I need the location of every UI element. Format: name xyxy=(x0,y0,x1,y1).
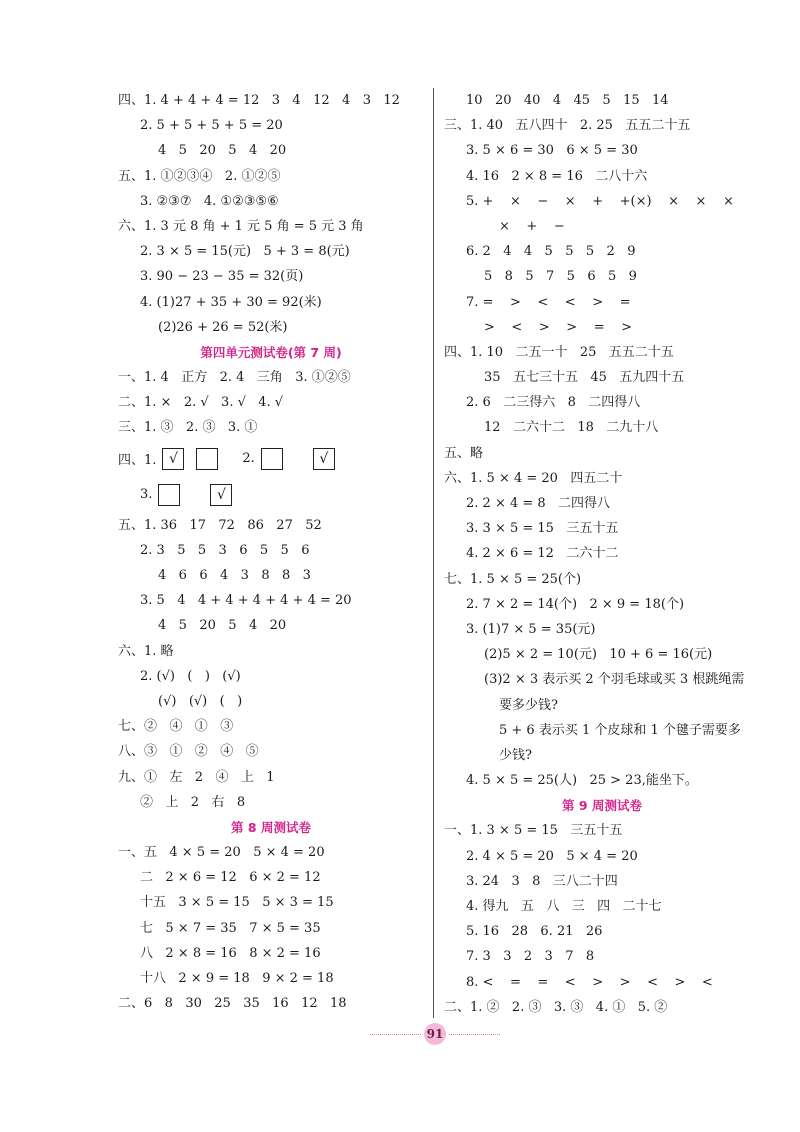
answer-line: 八、③ ① ② ④ ⑤ xyxy=(118,744,259,760)
answer-line: 六、1. 略 xyxy=(118,643,174,659)
answer-line: 七 5 × 7 = 35 7 × 5 = 35 xyxy=(140,920,321,936)
answer-line: 4. 2 × 6 = 12 二六十二 xyxy=(466,546,619,562)
answer-line: 8. < = = < > > < > < xyxy=(466,974,713,990)
answer-line: (2)26 + 26 = 52(米) xyxy=(158,319,288,335)
answer-line: (√) (√) ( ) xyxy=(158,693,243,709)
answer-label: 2. xyxy=(242,451,255,467)
answer-line: 七、② ④ ① ③ xyxy=(118,719,234,735)
answer-box: √ xyxy=(162,448,184,470)
answer-line: 二 2 × 6 = 12 6 × 2 = 12 xyxy=(140,870,321,886)
answer-box xyxy=(158,484,180,506)
answer-line: 十八 2 × 9 = 18 9 × 2 = 18 xyxy=(140,971,334,986)
answer-line: 二、1. × 2. √ 3. √ 4. √ xyxy=(118,395,284,411)
answer-line: > < > > = > xyxy=(484,319,633,335)
answer-line: 九、① 左 2 ④ 上 1 xyxy=(118,769,275,785)
answer-line: 3. 24 3 8 三八二十四 xyxy=(466,873,618,889)
answer-line: 4 6 6 4 3 8 8 3 xyxy=(158,568,311,583)
answer-line: 少钱? xyxy=(499,747,532,763)
answer-line: (3)2 × 3 表示买 2 个羽毛球或买 3 根跳绳需 xyxy=(484,672,745,688)
answer-line: × + − xyxy=(499,218,565,234)
answer-line: 4 5 20 5 4 20 xyxy=(158,618,287,634)
answer-line: 一、五 4 × 5 = 20 5 × 4 = 20 xyxy=(118,845,325,861)
answer-line: 6. 2 4 4 5 5 5 2 9 xyxy=(466,244,636,260)
checkbox-answer-row xyxy=(118,477,424,513)
answer-line: 2. 3 5 5 3 6 5 5 6 xyxy=(140,542,310,558)
answer-line: 一、1. 4 正方 2. 4 三角 3. ①②⑤ xyxy=(118,370,351,386)
answer-box xyxy=(261,448,283,470)
left-column xyxy=(118,88,424,1016)
answer-line: 4. 5 × 5 = 25(人) 25 > 23,能坐下。 xyxy=(466,773,698,789)
answer-line: (2)5 × 2 = 10(元) 10 + 6 = 16(元) xyxy=(484,647,713,663)
answer-line: 5 8 5 7 5 6 5 9 xyxy=(484,269,637,285)
answer-line: 六、1. 3 元 8 角 + 1 元 5 角 = 5 元 3 角 xyxy=(118,218,364,234)
answer-line: 3. (1)7 × 5 = 35(元) xyxy=(466,621,596,637)
answer-line: 2. 5 + 5 + 5 + 5 = 20 xyxy=(140,118,283,134)
answer-line: 四、1. 4 + 4 + 4 = 12 3 4 12 4 3 12 xyxy=(118,93,400,108)
answer-line: 2. 7 × 2 = 14(个) 2 × 9 = 18(个) xyxy=(466,596,685,612)
answer-line: 2. 2 × 4 = 8 二四得八 xyxy=(466,496,611,511)
answer-line: 五、1. ①②③④ 2. ①②⑤ xyxy=(118,168,281,184)
footer-dotted-rule xyxy=(449,1034,500,1035)
answer-line: 2. 6 二三得六 8 二四得八 xyxy=(466,395,641,411)
answer-line: 八 2 × 8 = 16 8 × 2 = 16 xyxy=(140,945,321,961)
answer-line: 5. + × − × + +(×) × × × xyxy=(466,193,734,209)
answer-line: 四、1. 10 二五一十 25 五五二十五 xyxy=(444,344,674,360)
answer-line: 三、1. ③ 2. ③ 3. ① xyxy=(118,420,258,436)
answer-line: 3. ②③⑦ 4. ①②③⑤⑥ xyxy=(140,193,279,209)
answer-line: 3. 90 − 23 − 35 = 32(页) xyxy=(140,269,304,285)
answer-line: 4. 得九 五 八 三 四 二十七 xyxy=(466,899,662,914)
answer-line: 4. 16 2 × 8 = 16 二八十六 xyxy=(466,168,648,184)
answer-box: √ xyxy=(313,448,335,470)
answer-line: 七、1. 5 × 5 = 25(个) xyxy=(444,571,582,587)
answer-line: 三、1. 40 五八四十 2. 25 五五二十五 xyxy=(444,118,691,134)
answer-line: 3. 5 4 4 + 4 + 4 + 4 + 4 = 20 xyxy=(140,593,352,609)
section-heading: 第四单元测试卷(第 7 周) xyxy=(200,344,342,360)
section-heading: 第 8 周测试卷 xyxy=(231,819,311,835)
checkbox-answer-row xyxy=(118,441,424,477)
answer-line: 2. 3 × 5 = 15(元) 5 + 3 = 8(元) xyxy=(140,244,350,260)
answer-line: 2. (√) ( ) (√) xyxy=(140,668,241,684)
answer-line: 7. = > < < > = xyxy=(466,294,631,310)
answer-line: 12 二六十二 18 二九十八 xyxy=(484,420,659,436)
answer-line: 7. 3 3 2 3 7 8 xyxy=(466,949,595,965)
answer-line: 二、1. ② 2. ③ 3. ③ 4. ① 5. ② xyxy=(444,999,668,1015)
answer-line: 五、1. 36 17 72 86 27 52 xyxy=(118,517,322,533)
answer-line: 五、略 xyxy=(444,445,484,461)
page-footer xyxy=(370,1022,500,1046)
footer-dotted-rule xyxy=(370,1034,421,1035)
answer-label: 四、1. xyxy=(118,453,157,469)
answer-line: 5. 16 28 6. 21 26 xyxy=(466,924,603,940)
answer-line: 4. (1)27 + 35 + 30 = 92(米) xyxy=(140,294,322,310)
answer-line: 六、1. 5 × 4 = 20 四五二十 xyxy=(444,470,623,486)
answer-box: √ xyxy=(210,484,232,506)
answer-label: 3. xyxy=(140,487,153,503)
answer-line: 35 五七三十五 45 五九四十五 xyxy=(484,370,685,386)
answer-line: 10 20 40 4 45 5 15 14 xyxy=(466,93,669,108)
page-number: 91 xyxy=(424,1023,446,1045)
answer-box xyxy=(196,448,218,470)
right-column xyxy=(444,88,760,1020)
column-divider xyxy=(433,88,434,1018)
answer-line: ② 上 2 右 8 xyxy=(140,794,246,810)
answer-line: 3. 3 × 5 = 15 三五十五 xyxy=(466,521,619,537)
section-heading: 第 9 周测试卷 xyxy=(562,798,642,814)
answer-line: 5 + 6 表示买 1 个皮球和 1 个毽子需要多 xyxy=(499,722,741,738)
answer-line: 2. 4 × 5 = 20 5 × 4 = 20 xyxy=(466,848,638,864)
answer-line: 二、6 8 30 25 35 16 12 18 xyxy=(118,996,347,1012)
answer-line: 一、1. 3 × 5 = 15 三五十五 xyxy=(444,823,623,839)
answer-line: 4 5 20 5 4 20 xyxy=(158,143,287,159)
answer-line: 要多少钱? xyxy=(499,697,558,713)
answer-line: 十五 3 × 5 = 15 5 × 3 = 15 xyxy=(140,895,334,911)
answer-line: 3. 5 × 6 = 30 6 × 5 = 30 xyxy=(466,143,638,159)
